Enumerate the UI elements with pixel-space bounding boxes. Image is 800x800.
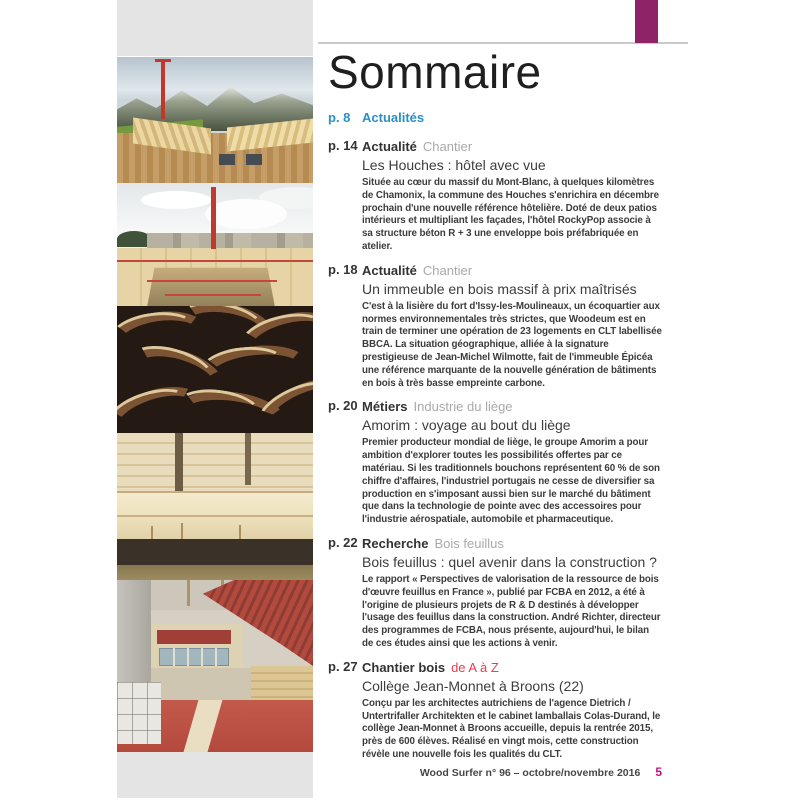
- toc-headline: Les Houches : hôtel avec vue: [362, 157, 546, 173]
- crane-mast: [161, 59, 165, 119]
- toc-page-ref: p. 20: [328, 398, 358, 414]
- toc-category: Chantier bois: [362, 659, 446, 675]
- stack-gap: [245, 433, 251, 485]
- toc-subcategory: Chantier: [422, 139, 473, 154]
- page-title: Sommaire: [328, 46, 542, 98]
- toc-column: [328, 0, 680, 762]
- toc-category: Actualité: [362, 262, 417, 278]
- crane-jib: [155, 59, 171, 62]
- glazing: [159, 648, 229, 666]
- photo-column: [117, 57, 313, 752]
- floor-band: [117, 565, 313, 580]
- toc-headline: Amorim : voyage au bout du liège: [362, 417, 571, 434]
- window: [246, 154, 262, 165]
- toc-page-ref: p. 14: [328, 138, 358, 153]
- bottom-gray-block: [117, 752, 313, 798]
- red-balustrade: [157, 630, 231, 644]
- photo-mountain-hotel-construction: [117, 57, 313, 183]
- toc-entry: [328, 262, 680, 391]
- toc-summary: C'est à la lisière du fort d'Issy-les-Moulineaux, un écoquartier aux normes environnementales très strictes, que Woodeum est en train de terminer une opération de 23 logements en CLT labellisée BBCA. La situation géographique, alliée à la signature prestigieuse de Jean-Michel Wilmotte, fait de l'immeuble Épicéa une référence marquante de la nouvelle génération de bâtiments en bois à très basse empreinte carbone.: [362, 300, 662, 389]
- issue-line: Wood Surfer n° 96 – octobre/novembre 2016: [419, 767, 641, 779]
- toc-entry: [328, 138, 680, 254]
- toc-page-ref: p. 22: [328, 534, 358, 550]
- courtyard: [147, 268, 275, 306]
- toc-headline: Collège Jean-Monnet à Broons (22): [362, 677, 584, 694]
- toc-subcategory: Bois feuillus: [434, 535, 504, 551]
- toc-headline: Bois feuillus : quel avenir dans la construction ?: [362, 553, 657, 570]
- window: [219, 154, 235, 165]
- lockers: [117, 682, 161, 744]
- crane-mast: [211, 187, 216, 249]
- stack-gap: [175, 433, 183, 491]
- toc-category: Actualité: [362, 139, 417, 154]
- toc-summary: Située au cœur du massif du Mont-Blanc, à quelques kilomètres de Chamonix, la commune des Houches s'enrichira en décembre prochain d'une nouvelle référence hôtelière. Doté de deux patios intérieurs et multipliant les façades, l'hôtel RockyPop associe à sa structure béton R + 3 une enveloppe bois préfabriquée en atelier.: [362, 177, 659, 252]
- page-footer: [420, 765, 662, 779]
- photo-clt-building-site: [117, 183, 313, 306]
- top-gray-block: [117, 0, 313, 56]
- toc-category: Recherche: [362, 535, 429, 551]
- trees: [117, 231, 151, 247]
- toc-entry: [328, 398, 680, 527]
- shadow-band: [117, 539, 313, 565]
- toc-entry: [328, 659, 680, 762]
- toc-headline: Un immeuble en bois massif à prix maîtrisés: [362, 280, 637, 297]
- safety-rail: [165, 294, 261, 296]
- toc-lead-entry: [328, 110, 680, 126]
- toc-summary: Conçu par les architectes autrichiens de l'agence Dietrich / Untertrifaller Architekten et le cabinet lamballais Colas-Durand, le collège Jean-Monnet à Broons accueille, depuis la rentrée 2015, près de 600 élèves. Réalisé en vingt mois, cette construction révèle une nouvelle fois les qualités du CLT.: [362, 697, 661, 760]
- safety-rail: [117, 260, 313, 262]
- toc-page-ref: p. 18: [328, 261, 358, 277]
- toc-summary: Le rapport « Perspectives de valorisation de la ressource de bois d'œuvre feuillus en France », publié par FCBA en 2012, a été à l'origine de plusieurs projets de R & D destinés à développer l'usage des feuillus dans la construction. André Richter, directeur des programmes de FCBA, nous présente, aujourd'hui, le bilan de ces études ainsi que les actions à venir.: [362, 573, 661, 649]
- clouds: [141, 191, 211, 209]
- toc-subcategory: Chantier: [422, 262, 473, 278]
- toc-page-ref: p. 27: [328, 658, 358, 674]
- toc-summary: Premier producteur mondial de liège, le groupe Amorim a pour ambition d'explorer toutes les possibilités offertes par ce matériau. Si les traditionnels bouchons représentent 60 % de son chiffre d'affaires, l'industriel portugais ne cesse de diversifier sa production en s'imposant aussi bien sur le marché du bâtiment que dans la technologie de pointe avec des accessoires pour l'industrie aérospatiale, automobile et pharmaceutique.: [362, 437, 660, 526]
- photo-cork-bark: [117, 306, 313, 433]
- toc-subcategory: Industrie du liège: [413, 399, 513, 415]
- toc-subcategory: de A à Z: [451, 659, 499, 675]
- toc-category: Métiers: [362, 399, 408, 415]
- folio-number: 5: [655, 765, 662, 779]
- toc-lead-label: Actualités: [362, 110, 425, 125]
- toc-page-ref: p. 8: [328, 110, 351, 125]
- photo-timber-stacks: [117, 433, 313, 580]
- safety-rail: [147, 280, 277, 282]
- toc-entry: [328, 535, 680, 651]
- photo-school-interior: [117, 580, 313, 752]
